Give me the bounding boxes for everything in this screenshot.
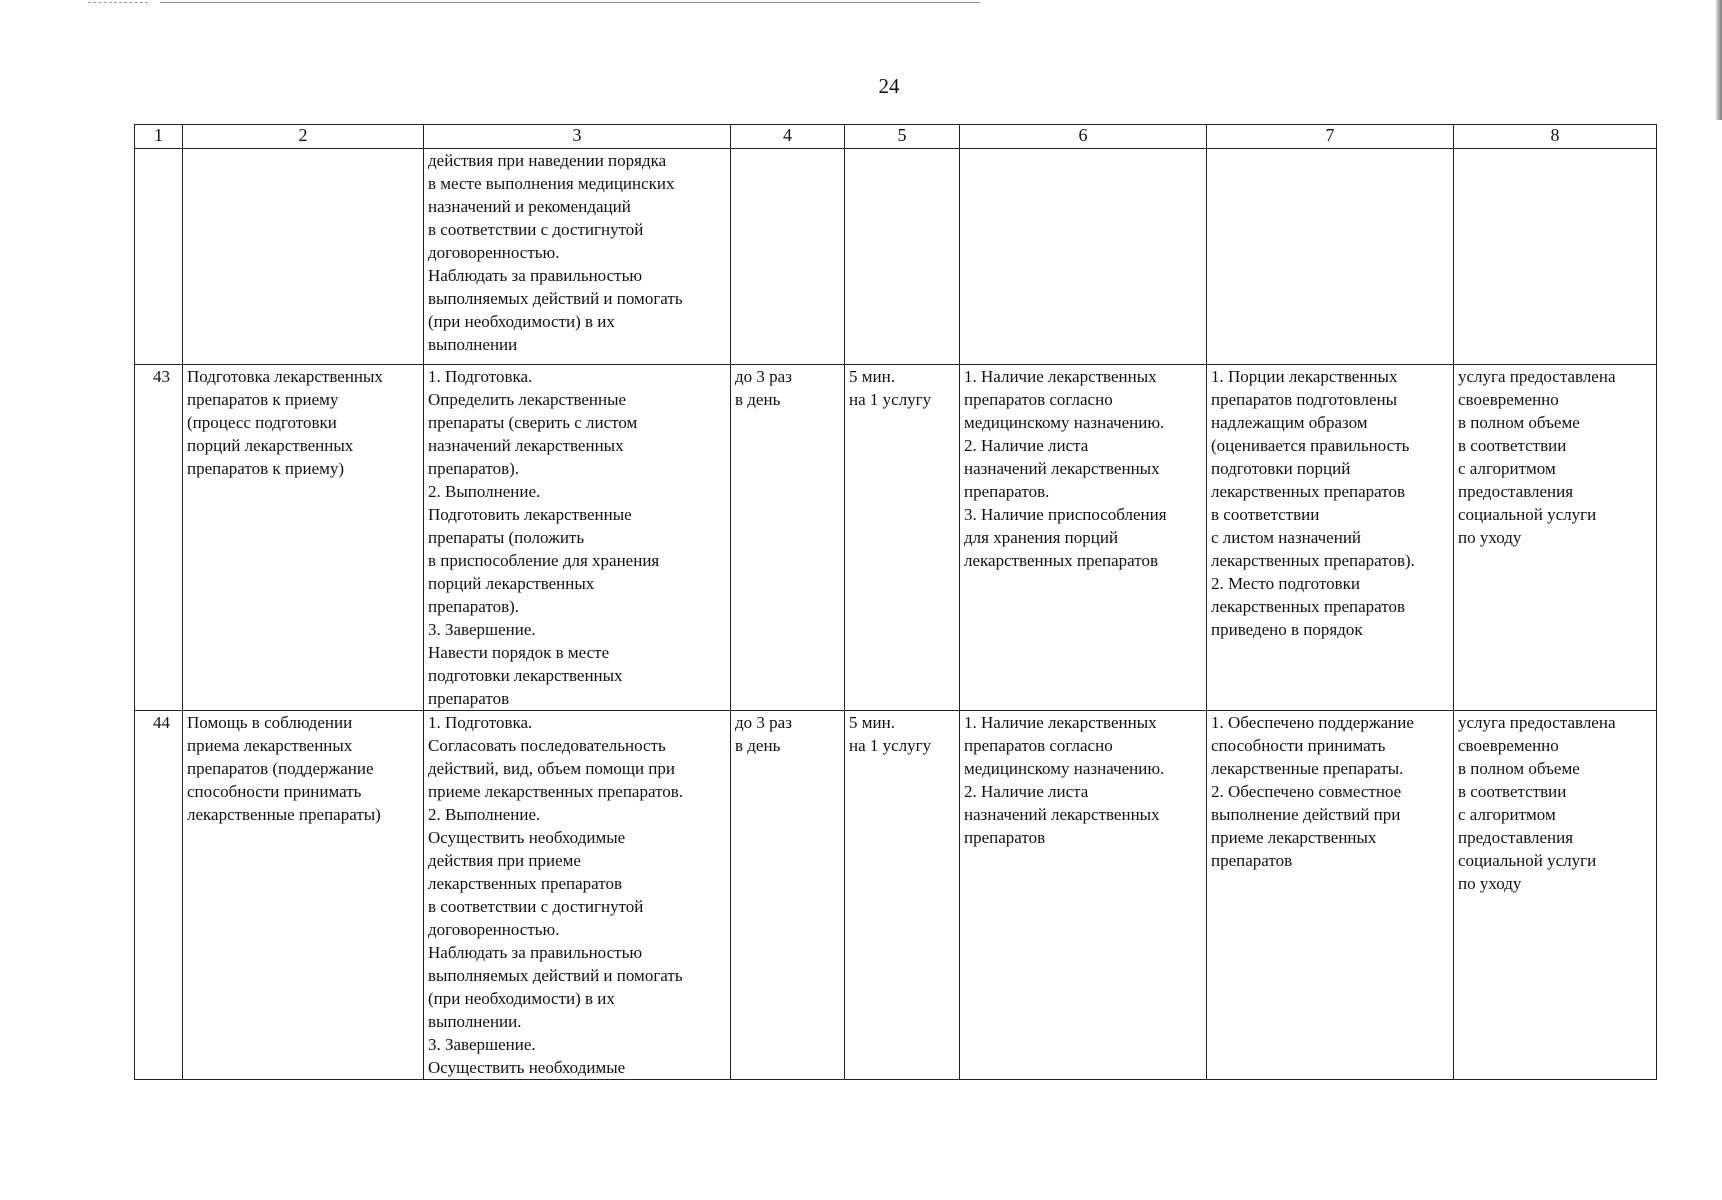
- column-header: 2: [183, 125, 424, 149]
- service-evaluation: услуга предоставлена своевременно в полном объеме в соответствии с алгоритмом предоставления социальной услуги по уходу: [1454, 365, 1657, 711]
- service-result: [1207, 149, 1454, 365]
- service-duration: 5 мин. на 1 услугу: [845, 365, 960, 711]
- service-name: [183, 149, 424, 365]
- service-result: 1. Порции лекарственных препаратов подготовлены надлежащим образом (оценивается правильность подготовки порций лекарственных препаратов в соответствии с листом назначений лекарственных препаратов). 2. Место подготовки лекарственных препаратов приведено в порядок: [1207, 365, 1454, 711]
- column-header: 1: [135, 125, 183, 149]
- service-duration: 5 мин. на 1 услугу: [845, 711, 960, 1080]
- page-number: 24: [878, 74, 900, 98]
- column-header: 3: [424, 125, 731, 149]
- column-header: 7: [1207, 125, 1454, 149]
- service-duration: [845, 149, 960, 365]
- service-actions: действия при наведении порядка в месте выполнения медицинских назначений и рекомендаций в соответствии с достигнутой договоренностью. Наблюдать за правильностью выполняемых действий и помогать (при необходимости) в их выполнении: [424, 149, 731, 365]
- service-conditions: 1. Наличие лекарственных препаратов согласно медицинскому назначению. 2. Наличие листа назначений лекарственных препаратов. 3. Наличие приспособления для хранения порций лекарственных препаратов: [960, 365, 1207, 711]
- services-table: [134, 124, 1657, 1080]
- service-evaluation: [1454, 149, 1657, 365]
- column-number-row: [135, 125, 1657, 149]
- table-row-continuation: [135, 149, 1657, 365]
- service-frequency: [731, 149, 845, 365]
- service-frequency: до 3 раз в день: [731, 365, 845, 711]
- row-number: 44: [135, 711, 183, 1080]
- scan-artifact-rule: [160, 2, 980, 3]
- service-actions: 1. Подготовка. Согласовать последовательность действий, вид, объем помощи при приеме лекарственных препаратов. 2. Выполнение. Осуществить необходимые действия при приеме лекарственных препаратов в соответствии с достигнутой договоренностью. Наблюдать за правильностью выполняемых действий и помогать (при необходимости) в их выполнении. 3. Завершение. Осуществить необходимые: [424, 711, 731, 1080]
- row-number: [135, 149, 183, 365]
- column-header: 6: [960, 125, 1207, 149]
- service-result: 1. Обеспечено поддержание способности принимать лекарственные препараты. 2. Обеспечено совместное выполнение действий при приеме лекарственных препаратов: [1207, 711, 1454, 1080]
- service-name: Помощь в соблюдении приема лекарственных препаратов (поддержание способности принимать лекарственные препараты): [183, 711, 424, 1080]
- service-frequency: до 3 раз в день: [731, 711, 845, 1080]
- column-header: 4: [731, 125, 845, 149]
- scan-artifact-dash: [88, 2, 148, 3]
- service-actions: 1. Подготовка. Определить лекарственные препараты (сверить с листом назначений лекарственных препаратов). 2. Выполнение. Подготовить лекарственные препараты (положить в приспособление для хранения порций лекарственных препаратов). 3. Завершение. Навести порядок в месте подготовки лекарственных препаратов: [424, 365, 731, 711]
- service-name: Подготовка лекарственных препаратов к приему (процесс подготовки порций лекарственных препаратов к приему): [183, 365, 424, 711]
- table-row-44: [135, 711, 1657, 1080]
- table-row-43: [135, 365, 1657, 711]
- service-conditions: [960, 149, 1207, 365]
- column-header: 5: [845, 125, 960, 149]
- service-evaluation: услуга предоставлена своевременно в полном объеме в соответствии с алгоритмом предоставления социальной услуги по уходу: [1454, 711, 1657, 1080]
- row-number: 43: [135, 365, 183, 711]
- column-header: 8: [1454, 125, 1657, 149]
- service-conditions: 1. Наличие лекарственных препаратов согласно медицинскому назначению. 2. Наличие листа назначений лекарственных препаратов: [960, 711, 1207, 1080]
- scan-edge-shadow: [1716, 0, 1722, 120]
